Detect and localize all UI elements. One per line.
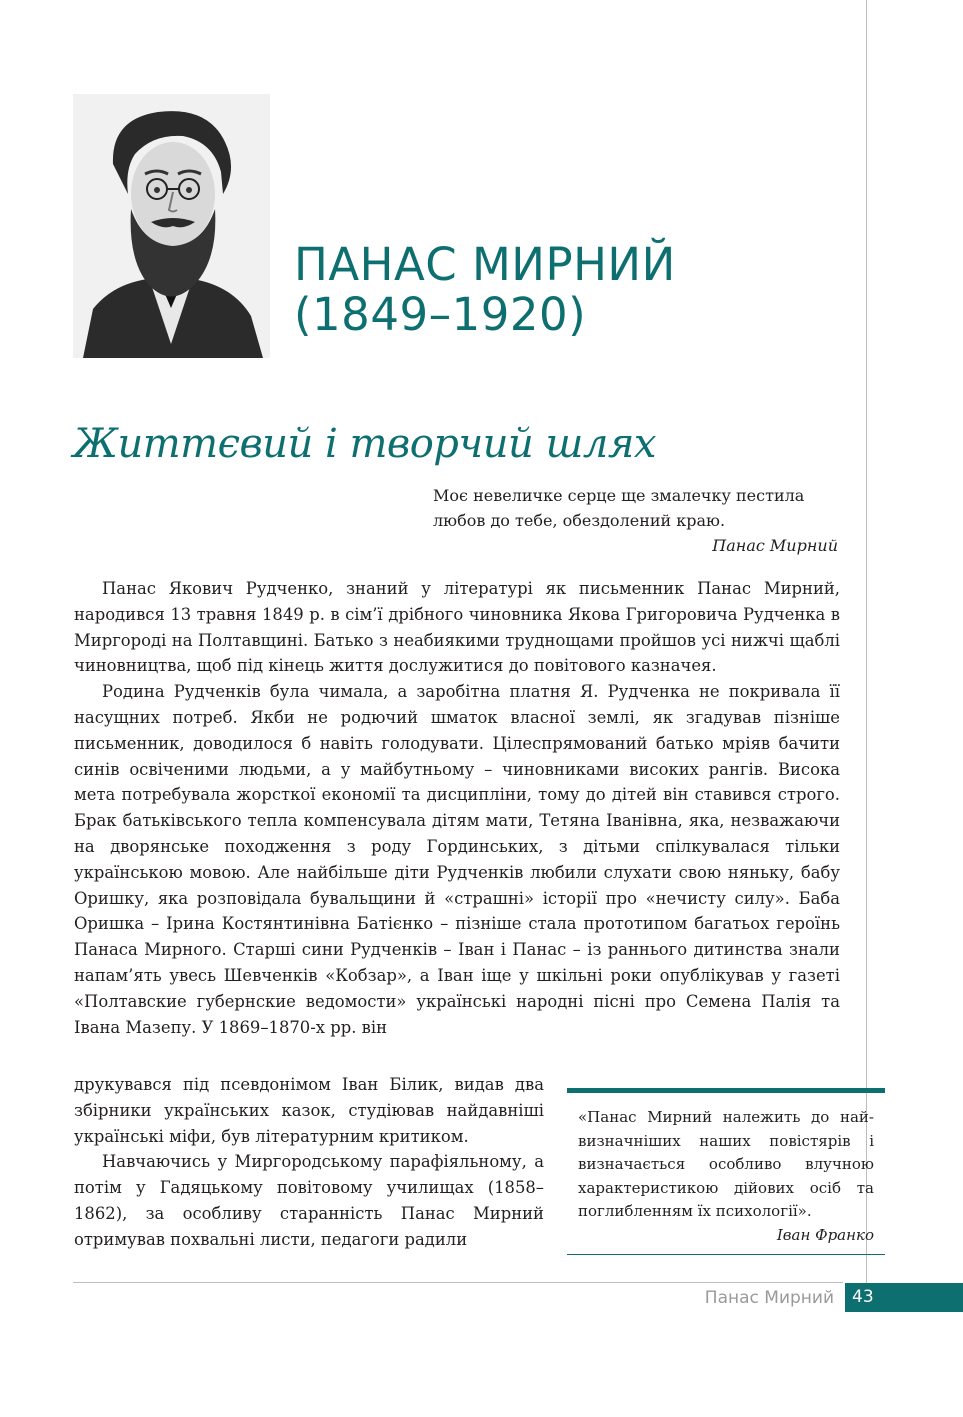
quote-box	[567, 1088, 885, 1255]
quote-text: «Панас Мирний належить до найвизначніших наших повістярів і визначається особливо влучною характеристикою дійових осіб та поглибленням їх психології».	[578, 1108, 874, 1220]
quote-content	[578, 1106, 874, 1247]
paragraph-3: Навчаючись у Миргородському парафіяльному, а потім у Гадяцькому повітовому училищах (1858–1862), за особливу старанність Панас Мирний отримував похвальні листи, педагоги радили	[74, 1152, 544, 1249]
wrapped-text	[74, 1072, 544, 1253]
page-number: 43	[852, 1287, 874, 1307]
author-title	[294, 240, 854, 340]
epigraph-line-2: любов до тебе, обездолений краю.	[433, 511, 726, 530]
epigraph-author: Панас Мирний	[712, 536, 838, 555]
running-title: Панас Мирний	[704, 1288, 834, 1308]
epigraph-line-1: Моє невеличке серце ще змалечку пестила	[433, 486, 805, 505]
author-portrait	[73, 94, 270, 358]
epigraph	[433, 483, 838, 558]
paragraph-2-continued: друкувався під псевдонімом Іван Білик, видав два збірники українських казок, студіював найдавніші українські міфи, був літературним критиком.	[74, 1075, 544, 1146]
author-name: ПАНАС МИРНИЙ	[294, 238, 676, 291]
main-text	[74, 576, 840, 1040]
section-title: Життєвий і творчий шлях	[73, 421, 656, 467]
paragraph-2: Родина Рудченків була чималa, а заробітна платня Я. Рудченка не покривала її насущних потреб. Якби не родючий шматок власної землі, як згадував пізніше письменник, доводилося б навіть голодувати. Цілеспрямований батько мріяв бачити синів освіченими людьми, а у майбутньому – чиновниками високих рангів. Висока мета потребувала жорсткої економії та дисципліни, тому до дітей він ставився строго. Брак батьківського тепла компенсувала дітям мати, Тетяна Іванівна, яка, незважаючи на дворянське походження з роду Гординських, з дітьми спілкувалася тільки українською мовою. Але найбільше діти Рудченків любили слухати свою няньку, бабу Оришку, яка розповідала бувальщини й «страшні» історії про «нечисту силу». Баба Оришка – Ірина Костянтинівна Батієнко – пізніше стала прототипом багатьох героїнь Панаса Мирного. Старші сини Рудченків – Іван і Панас – із раннього дитинства знали напам’ять увесь Шевченків «Кобзар», а Іван іще у шкільні роки опублікував у газеті «Полтавские губернские ведомости» українські народні пісні про Семена Палія та Івана Мазепу. У 1869–1870-х рр. він	[74, 682, 840, 1037]
paragraph-1: Панас Якович Рудченко, знаний у літературі як письменник Панас Мирний, народився 13 травня 1849 р. в сім’ї дрібного чиновника Якова Григоровича Рудченка в Миргороді на Полтавщині. Батько з неабиякими труднощами пройшов усі нижчі щаблі чиновництва, щоб під кінець життя дослужитися до повітового казначея.	[74, 579, 840, 676]
author-years: (1849–1920)	[294, 288, 587, 341]
page-number-box	[845, 1283, 963, 1312]
quote-author: Іван Франко	[776, 1225, 874, 1244]
quote-bottom-rule	[567, 1254, 885, 1255]
quote-top-bar	[567, 1088, 885, 1093]
footer-rule	[73, 1282, 843, 1283]
portrait-drawing	[73, 94, 270, 358]
